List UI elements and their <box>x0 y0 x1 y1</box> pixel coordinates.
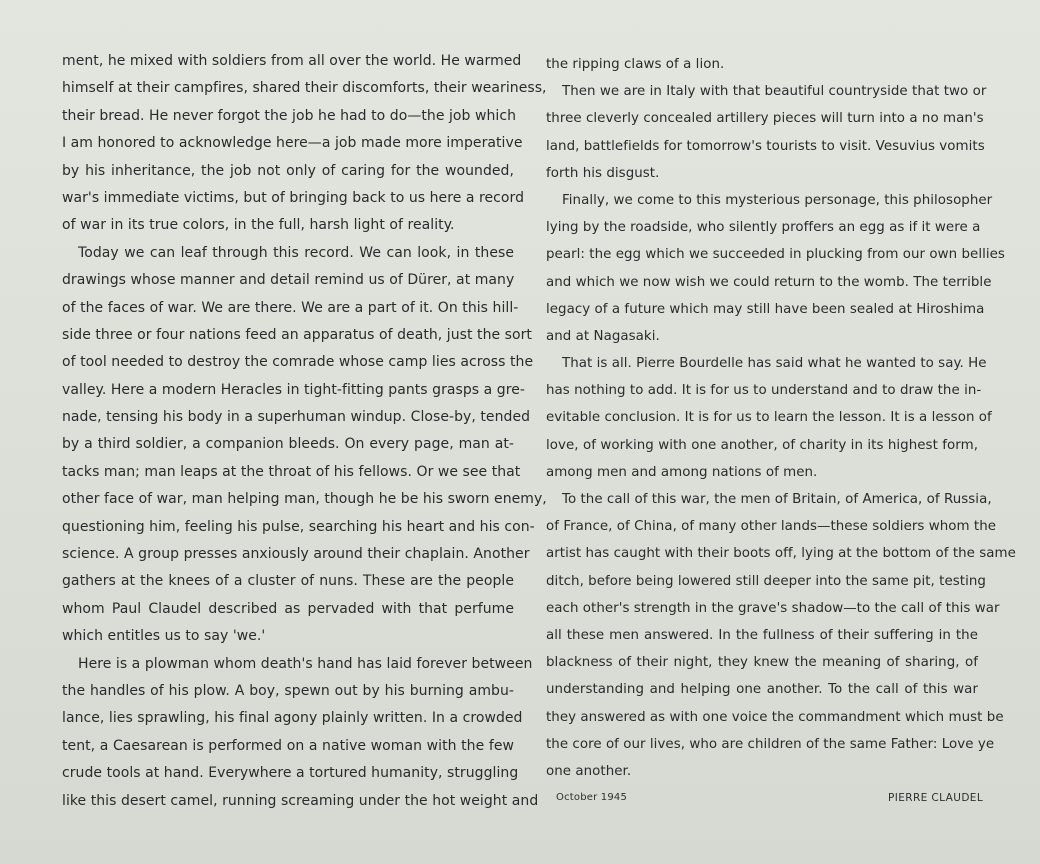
paragraph-first-line: Finally, we come to this mysterious personage, this philosopher <box>562 192 993 208</box>
text-line: war's immediate victims, but of bringing back to us here a record <box>62 189 525 206</box>
text-line: among men and among nations of men. <box>546 464 818 480</box>
text-line: of tool needed to destroy the comrade whose camp lies across the <box>62 354 534 371</box>
text-line: each other's strength in the grave's shadow—to the call of this war <box>546 600 1000 616</box>
left-text-column <box>62 48 547 815</box>
text-line: the ripping claws of a lion. <box>546 57 725 72</box>
text-line: the handles of his plow. A boy, spewn out by his burning ambu- <box>62 682 514 699</box>
text-line: questioning him, feeling his pulse, searching his heart and his con- <box>62 518 535 535</box>
text-line: has nothing to add. It is for us to understand and to draw the in- <box>546 383 982 399</box>
text-line: pearl: the egg which we succeeded in plucking from our own bellies <box>546 247 1005 263</box>
text-line: drawings whose manner and detail remind us of Dürer, at many <box>62 272 515 289</box>
paragraph-first-line: That is all. Pierre Bourdelle has said what he wanted to say. He <box>562 356 987 372</box>
text-line: their bread. He never forgot the job he had to do—the job which <box>62 107 517 124</box>
text-line: other face of war, man helping man, though he be his sworn enemy, <box>62 491 547 508</box>
text-line: understanding and helping one another. To the call of this war <box>546 682 978 698</box>
text-line: ment, he mixed with soldiers from all over the world. He warmed <box>62 53 522 69</box>
text-line: of the faces of war. We are there. We are a part of it. On this hill- <box>62 299 519 316</box>
text-line: three cleverly concealed artillery pieces will turn into a no man's <box>546 111 984 127</box>
text-line: the core of our lives, who are children of the same Father: Love ye <box>546 736 995 752</box>
text-line: of war in its true colors, in the full, harsh light of reality. <box>62 217 455 234</box>
signature-author: PIERRE CLAUDEL <box>888 792 984 804</box>
text-line: legacy of a future which may still have been sealed at Hiroshima <box>546 301 985 317</box>
text-line: tacks man; man leaps at the throat of his fellows. Or we see that <box>62 463 521 480</box>
paragraph-first-line: Today we can leaf through this record. We can look, in these <box>78 244 514 261</box>
text-line: whom Paul Claudel described as pervaded with that perfume <box>62 600 514 617</box>
text-line: lance, lies sprawling, his final agony plainly written. In a crowded <box>62 710 523 727</box>
text-line: of France, of China, of many other lands—these soldiers whom the <box>546 519 997 535</box>
text-line: tent, a Caesarean is performed on a native woman with the few <box>62 737 514 754</box>
text-line: gathers at the knees of a cluster of nuns. These are the people <box>62 573 514 590</box>
text-line: himself at their campfires, shared their discomforts, their weariness, <box>62 80 547 97</box>
text-line: one another. <box>546 763 632 779</box>
text-line: love, of working with one another, of charity in its highest form, <box>546 437 978 453</box>
text-line: by a third soldier, a companion bleeds. On every page, man at- <box>62 436 514 453</box>
text-line: science. A group presses anxiously around their chaplain. Another <box>62 546 530 563</box>
text-line: land, battlefields for tomorrow's tourists to visit. Vesuvius vomits <box>546 138 985 154</box>
text-line: forth his disgust. <box>546 165 660 181</box>
text-line: artist has caught with their boots off, lying at the bottom of the same <box>546 546 1016 562</box>
paragraph-first-line: Then we are in Italy with that beautiful countryside that two or <box>562 84 987 100</box>
text-line: nade, tensing his body in a superhuman windup. Close-by, tended <box>62 409 531 426</box>
text-line: like this desert camel, running screaming under the hot weight and <box>62 792 539 809</box>
text-line: by his inheritance, the job not only of caring for the wounded, <box>62 162 514 179</box>
paragraph-first-line: Here is a plowman whom death's hand has laid forever between <box>78 655 533 672</box>
text-line: which entitles us to say 'we.' <box>62 628 266 645</box>
text-line: blackness of their night, they knew the meaning of sharing, of <box>546 655 978 671</box>
text-line: all these men answered. In the fullness of their suffering in the <box>546 627 978 643</box>
text-line: crude tools at hand. Everywhere a tortured humanity, struggling <box>62 765 519 782</box>
text-line: they answered as with one voice the commandment which must be <box>546 709 1004 725</box>
paragraph-first-line: To the call of this war, the men of Britain, of America, of Russia, <box>562 492 992 507</box>
right-text-column <box>546 51 1016 785</box>
text-line: lying by the roadside, who silently proffers an egg as if it were a <box>546 220 981 236</box>
signature-date: October 1945 <box>556 792 628 803</box>
text-line: valley. Here a modern Heracles in tight-fitting pants grasps a gre- <box>62 381 525 398</box>
text-line: and which we now wish we could return to the womb. The terrible <box>546 274 992 290</box>
text-line: evitable conclusion. It is for us to learn the lesson. It is a lesson of <box>546 410 992 426</box>
text-line: side three or four nations feed an apparatus of death, just the sort <box>62 326 532 343</box>
text-line: and at Nagasaki. <box>546 328 660 344</box>
text-line: I am honored to acknowledge here—a job made more imperative <box>62 135 523 152</box>
text-line: ditch, before being lowered still deeper into the same pit, testing <box>546 573 986 589</box>
